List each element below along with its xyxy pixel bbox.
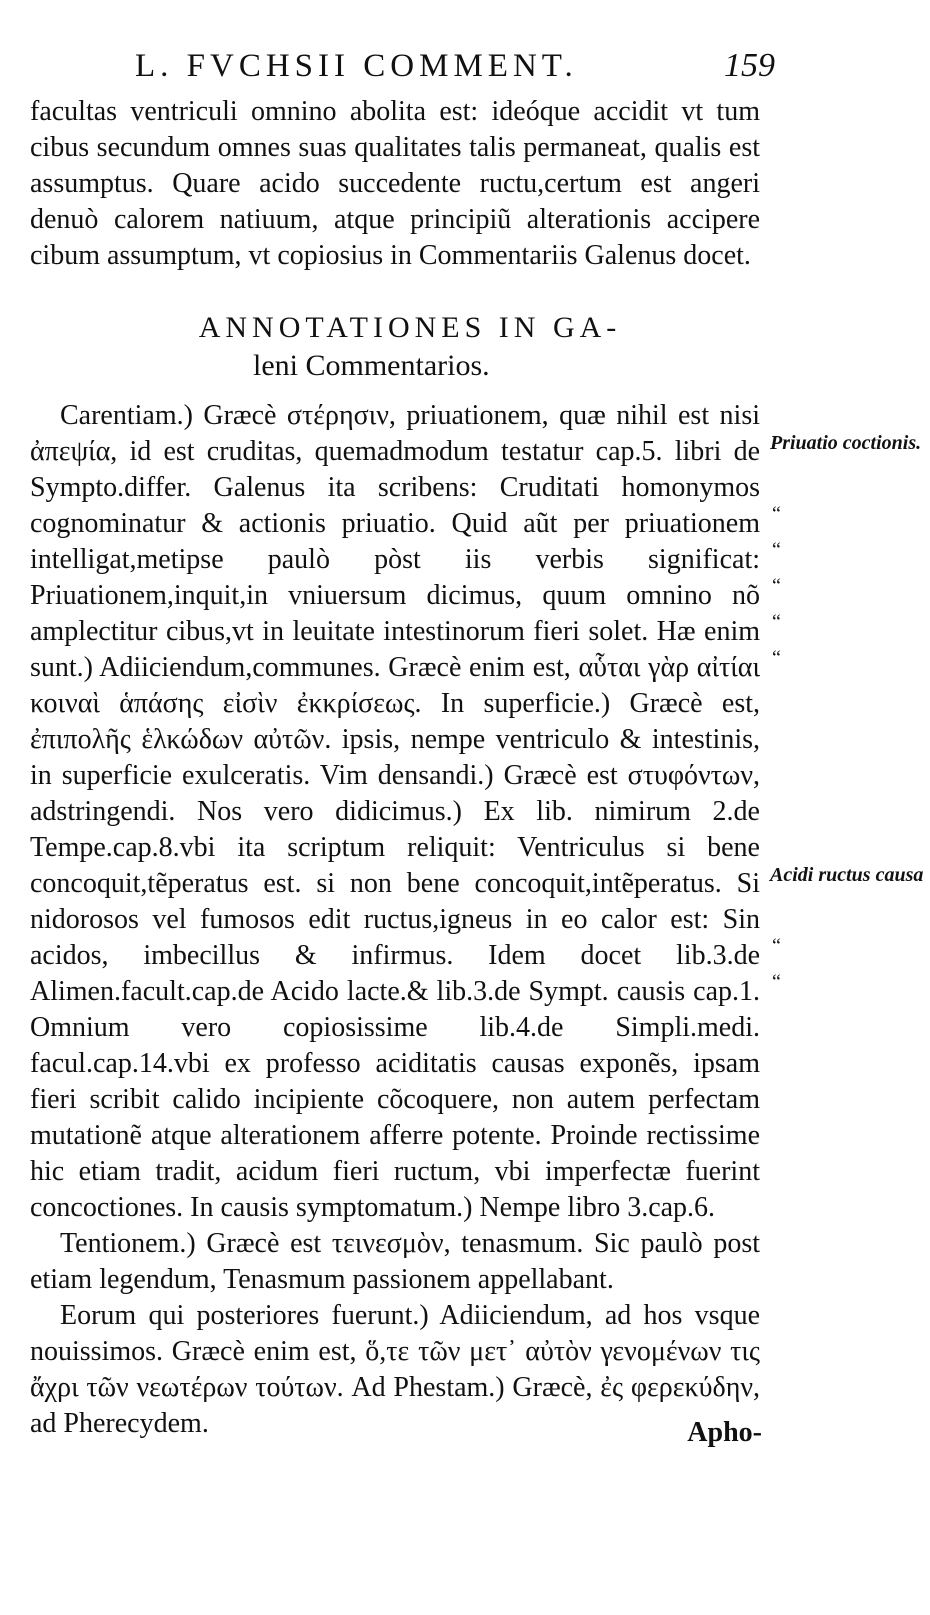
annotation-paragraph-2: Tentionem.) Græcè est τεινεσμὸν, tenasmum. Sic paulò post etiam legendum, Tenasmum passionem appellabant. [30, 1228, 760, 1295]
page-number: 159 [724, 47, 775, 84]
annotations-body [30, 398, 760, 1442]
section-heading-line1: ANNOTATIONES IN GA- [198, 311, 622, 344]
intro-paragraph: facultas ventriculi omnino abolita est: ideóque accidit vt tum cibus secundum omnes suas qualitates talis permaneat, qualis est assumptus. Quare acido succedente ructu,certum est angeri denuò calorem natiuum, atque principiũ alterationis accipere cibum assumptum, vt copiosius in Commentariis Galenus docet. [30, 96, 760, 271]
margin-note-priuatio: Priuatio coctionis. [770, 432, 922, 454]
catchword: Apho- [687, 1417, 762, 1448]
marginal-quote-marks-2: “ “ [772, 935, 781, 993]
section-heading-line2: leni Commentarios. [253, 349, 490, 382]
section-heading [130, 309, 690, 385]
annotation-paragraph-1: Carentiam.) Græcè στέρησιν, priuationem, quæ nihil est nisi ἀπεψία, id est cruditas, quemadmodum testatur cap.5. libri de Sympto.differ. Galenus ita scribens: Cruditati homonymos cognominatur & actionis priuatio. Quid aũt per priuationem intelligat,metipse paulò pòst iis verbis significat: Priuationem,inquit,in vniuersum dicimus, quum omnino nõ amplectitur cibus,vt in leuitate intestinorum fieri solet. Hæ enim sunt.) Adiiciendum,communes. Græcè enim est, αὗται γὰρ αἰτίαι κοιναὶ ἁπάσης εἰσὶν ἐκκρίσεως. In superficie.) Græcè est, ἐπιπολῆς ἑλκώδων αὐτῶν. ipsis, nempe ventriculo & intestinis, in superficie exulceratis. Vim densandi.) Græcè est στυφόντων, adstringendi. Nos vero didicimus.) Ex lib. nimirum 2.de Tempe.cap.8.vbi ita scriptum reliquit: Ventriculus si bene concoquit,tẽperatus est. si non bene concoquit,intẽperatus. Si nidorosos vel fumosos edit ructus,igneus in eo calor est: Sin acidos, imbecillus & infirmus. Idem docet lib.3.de Alimen.facult.cap.de Acido lacte.& lib.3.de Sympt. causis cap.1. Omnium vero copiosissime lib.4.de Simpli.medi. facul.cap.14.vbi ex professo aciditatis causas exponẽs, ipsam fieri scribit calido incipiente cõcoquere, non autem perfectam mutationẽ atque alterationem afferre potente. Proinde rectissime hic etiam tradit, acidum fieri ructum, vbi imperfectæ fuerint concoctiones. In causis symptomatum.) Nempe libro 3.cap.6. [30, 400, 760, 1223]
margin-note-acidi-ructus: Acidi ructus causa [770, 864, 924, 886]
page-header [135, 46, 775, 92]
running-title: L. FVCHSII COMMENT. [135, 48, 578, 84]
marginal-quote-marks-1: “ “ “ “ “ [772, 503, 781, 669]
annotation-paragraph-3: Eorum qui posteriores fuerunt.) Adiiciendum, ad hos vsque nouissimos. Græcè enim est, ὅ,τε τῶν μετ᾽ αὐτὸν γενομένων τις ἄχρι τῶν νεωτέρων τούτων. Ad Phestam.) Græcè, ἐς φερεκύδην, ad Pherecydem. [30, 1300, 760, 1439]
